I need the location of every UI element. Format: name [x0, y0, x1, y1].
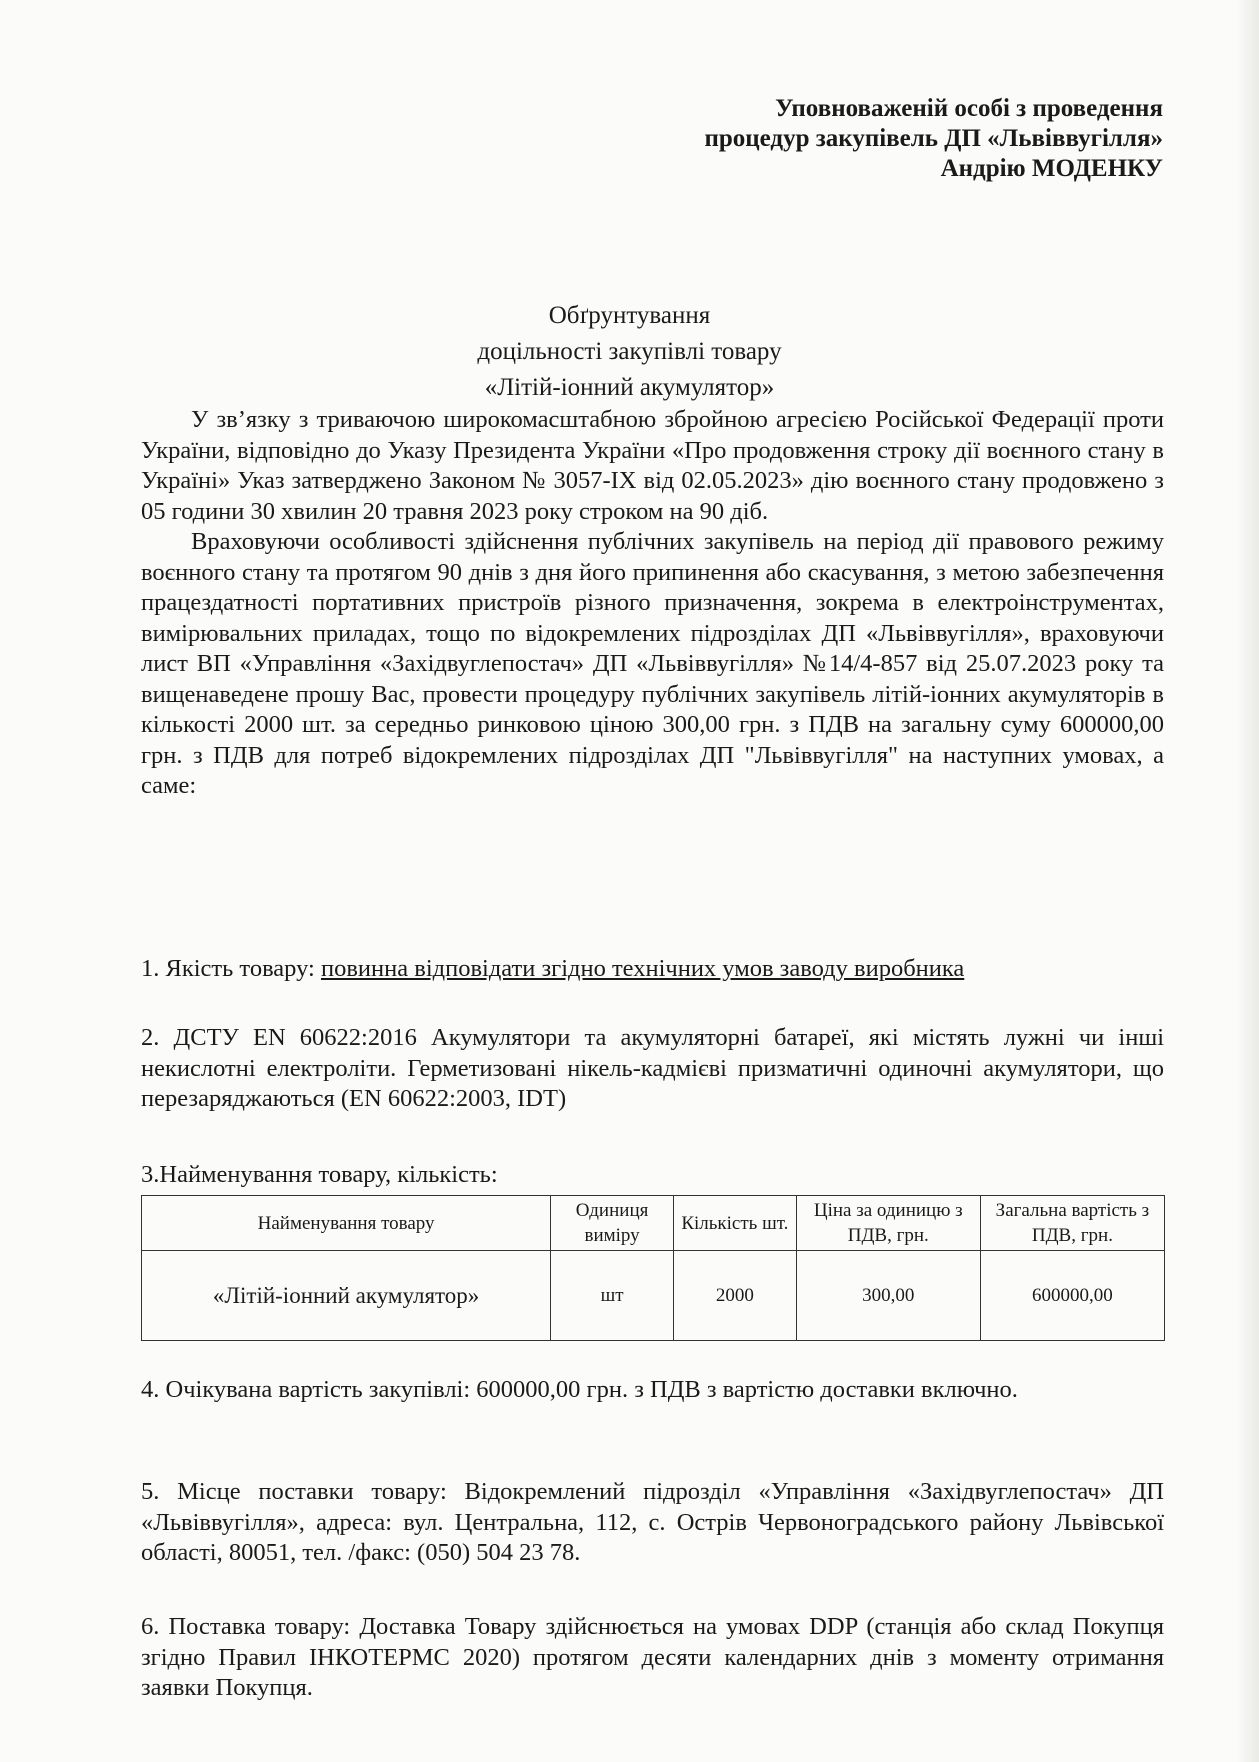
- table-header-row: [142, 1196, 1165, 1251]
- item-3-text: 3.Найменування товару, кількість:: [141, 1161, 498, 1188]
- document-title: [0, 298, 1259, 406]
- item-6: [141, 1612, 1164, 1704]
- item-5-text: 5. Місце поставки товару: Відокремлений підрозділ «Управління «Західвуглепостач» ДП «Львіввугілля», адреса: вул. Центральна, 112, с. Острів Червоноградського району Львівської області, 80051, тел. /факс: (050) 504 23 78.: [141, 1478, 1164, 1566]
- cell-name: «Літій-іонний акумулятор»: [142, 1251, 551, 1341]
- body-section-intro: [141, 405, 1164, 802]
- paragraph-martial-law: У зв’язку з триваючою широкомасштабною збройною агресією Російської Федерації проти України, відповідно до Указу Президента України «Про продовження строку дії воєнного стану в Україні» Указ затверджено Законом № 3057-IX від 02.05.2023» дію воєнного стану продовжено з 05 години 30 хвилин 20 травня 2023 року строком на 90 діб.: [141, 406, 1164, 525]
- table-row: [142, 1251, 1165, 1341]
- cell-unit: шт: [551, 1251, 674, 1341]
- item-2: [141, 1023, 1164, 1115]
- goods-table: [141, 1195, 1165, 1341]
- header-unit: Одиниця виміру: [551, 1196, 674, 1251]
- item-2-text: 2. ДСТУ EN 60622:2016 Акумулятори та акумуляторні батареї, які містять лужні чи інші некислотні електроліти. Герметизовані нікель-кадмієві призматичні одиночні акумулятори, що перезаряджаються (EN 60622:2003, IDT): [141, 1024, 1164, 1112]
- header-name: Найменування товару: [142, 1196, 551, 1251]
- scan-edge-shadow: [1237, 0, 1259, 1762]
- addressee-line-2: процедур закупівель ДП «Львіввугілля»: [704, 125, 1163, 152]
- paragraph-request: Враховуючи особливості здійснення публічних закупівель на період дії правового режиму воєнного стану та протягом 90 днів з дня його припинення або скасування, з метою забезпечення працездатності портативних пристроїв різного призначення, зокрема в електроінструментах, вимірювальних приладах, тощо по відокремлених підрозділах ДП «Львіввугілля», враховуючи лист ВП «Управління «Західвуглепостач» ДП «Львіввугілля» №14/4-857 від 25.07.2023 року та вищенаведене прошу Вас, провести процедуру публічних закупівель літій-іонних акумуляторів в кількості 2000 шт. за середньо ринковою ціною 300,00 грн. з ПДВ на загальну суму 600000,00 грн. з ПДВ для потреб відокремлених підрозділах ДП "Львіввугілля" на наступних умовах, а саме:: [141, 528, 1164, 799]
- addressee-line-3: Андрію МОДЕНКУ: [940, 155, 1163, 182]
- header-qty: Кількість шт.: [673, 1196, 796, 1251]
- item-6-text: 6. Поставка товару: Доставка Товару здійснюється на умовах DDP (станція або склад Покупця згідно Правил ІНКОТЕРМС 2020) протягом десяти календарних днів з моменту отримання заявки Покупця.: [141, 1613, 1164, 1701]
- title-line-3: «Літій-іонний акумулятор»: [484, 374, 775, 401]
- item-5: [141, 1477, 1164, 1569]
- addressee-line-1: Уповноваженій особі з проведення: [775, 95, 1163, 122]
- item-1: [141, 954, 1164, 985]
- cell-price: 300,00: [796, 1251, 980, 1341]
- item-1-label: 1. Якість товару:: [141, 955, 321, 982]
- header-total: Загальна вартість з ПДВ, грн.: [980, 1196, 1164, 1251]
- item-1-value: повинна відповідати згідно технічних умов заводу виробника: [320, 955, 965, 982]
- item-4: [141, 1375, 1164, 1406]
- addressee-block: [704, 94, 1163, 184]
- cell-qty: 2000: [673, 1251, 796, 1341]
- item-4-text: 4. Очікувана вартість закупівлі: 600000,00 грн. з ПДВ з вартістю доставки включно.: [141, 1376, 1018, 1403]
- header-price: Ціна за одиницю з ПДВ, грн.: [796, 1196, 980, 1251]
- item-3-heading: [141, 1160, 1164, 1191]
- title-line-2: доцільності закупівлі товару: [477, 338, 782, 365]
- cell-total: 600000,00: [980, 1251, 1164, 1341]
- title-line-1: Обґрунтування: [548, 302, 711, 329]
